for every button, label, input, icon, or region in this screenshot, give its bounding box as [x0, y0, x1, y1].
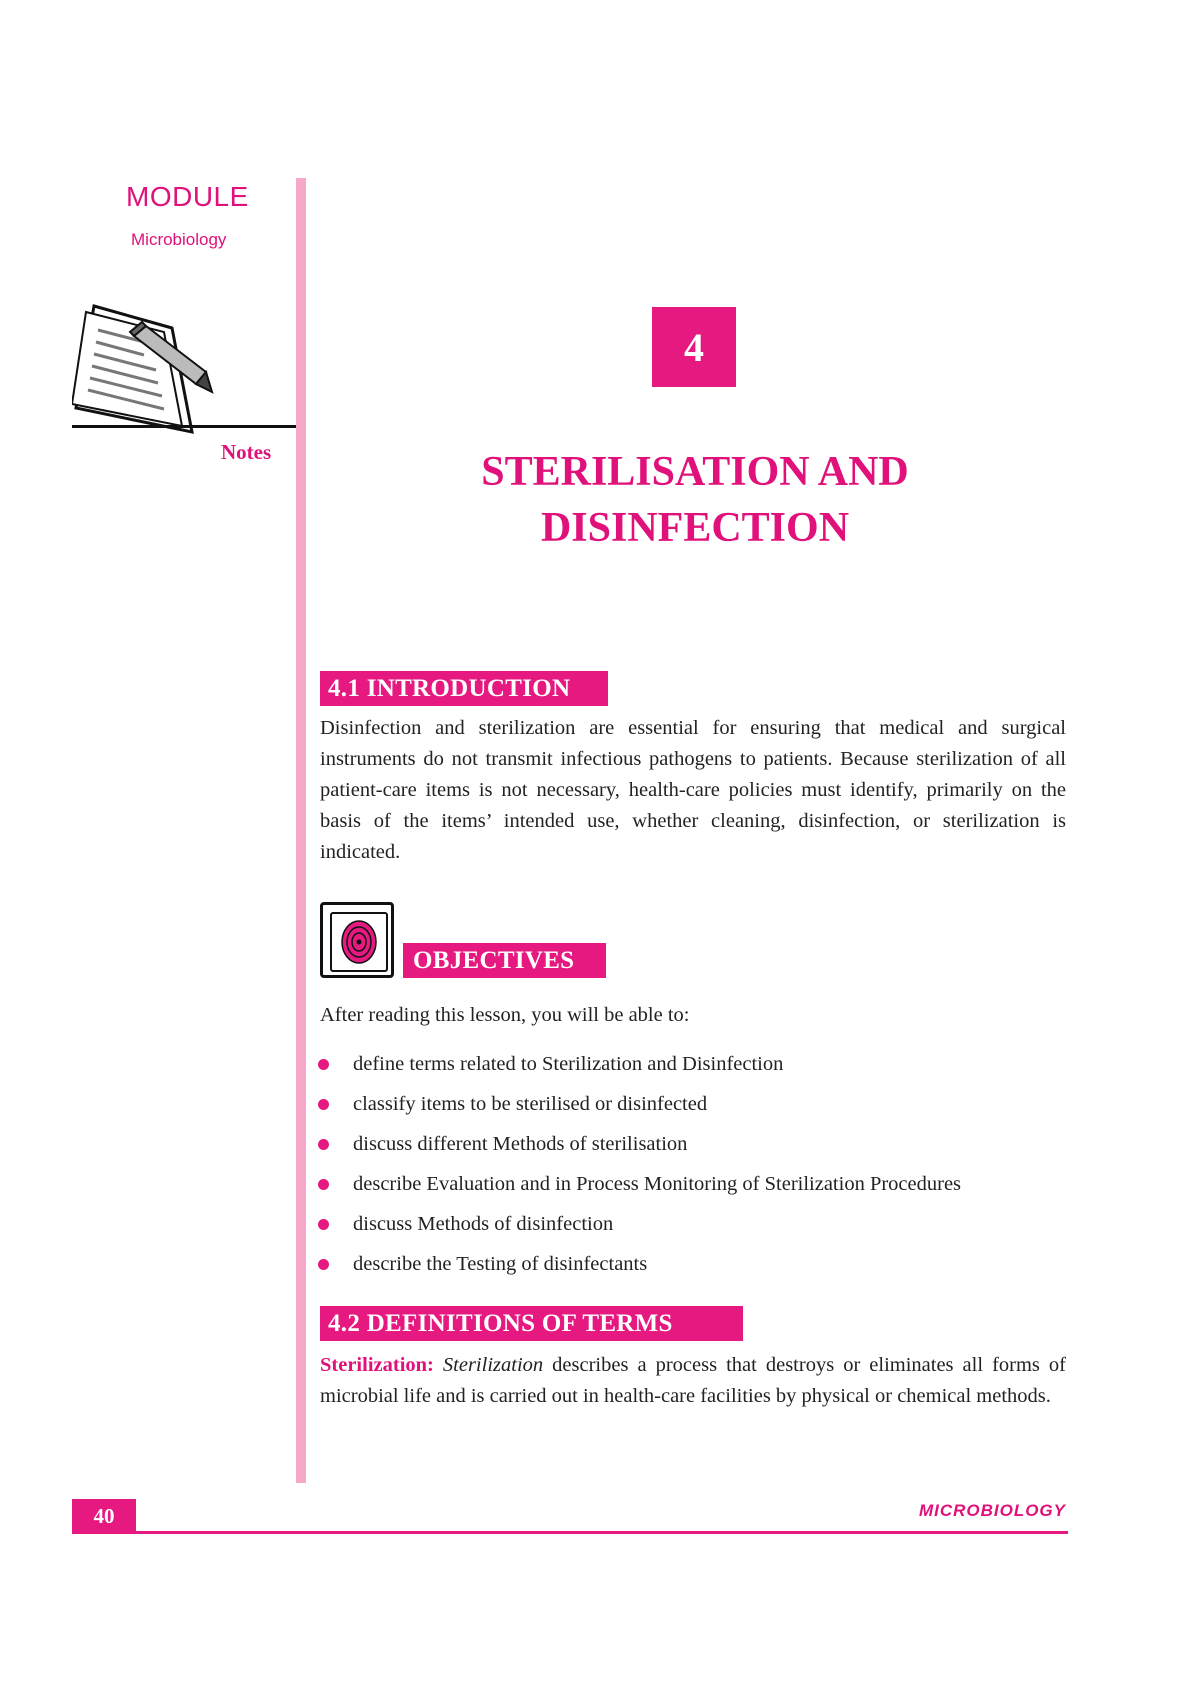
module-subtitle: Microbiology	[131, 230, 227, 249]
bullet-icon	[318, 1099, 329, 1110]
list-item: discuss different Methods of sterilisation	[318, 1124, 1078, 1164]
module-title: MODULE	[126, 181, 249, 212]
introduction-paragraph: Disinfection and sterilization are essential for ensuring that medical and surgical instruments do not transmit infectious pathogens to patients. Because sterilization of all patient-care items is not necessary, health-care policies must identify, primarily on the basis of the items’ intended use, whether cleaning, disinfection, or sterilization is indicated.	[320, 717, 1066, 863]
definition-sterilization	[320, 1350, 1066, 1412]
bullet-icon	[318, 1219, 329, 1230]
margin-bar	[296, 178, 306, 1483]
bullet-icon	[318, 1139, 329, 1150]
objectives-list	[318, 1044, 1078, 1284]
bullet-icon	[318, 1259, 329, 1270]
chapter-number: 4	[652, 307, 736, 387]
definition-term: Sterilization:	[320, 1354, 434, 1376]
bullet-icon	[318, 1059, 329, 1070]
notes-icon	[72, 300, 222, 435]
section-heading-definitions: 4.2 DEFINITIONS OF TERMS	[320, 1306, 743, 1341]
objectives-intro: After reading this lesson, you will be able to:	[320, 1004, 690, 1026]
objectives-icon-frame	[320, 902, 394, 978]
bullet-icon	[318, 1179, 329, 1190]
list-item: define terms related to Sterilization and Disinfection	[318, 1044, 1078, 1084]
list-item: classify items to be sterilised or disinfected	[318, 1084, 1078, 1124]
chapter-title-line1: STERILISATION AND	[481, 449, 909, 495]
notes-divider	[72, 425, 297, 428]
footer-rule	[72, 1531, 1068, 1534]
notes-label: Notes	[221, 440, 272, 464]
definition-term-italic: Sterilization	[442, 1354, 544, 1376]
page-number: 40	[72, 1499, 136, 1533]
footer-subject: MICROBIOLOGY	[918, 1501, 1066, 1520]
objectives-icon	[330, 912, 388, 972]
list-item: describe Evaluation and in Process Monitoring of Sterilization Procedures	[318, 1164, 1078, 1204]
definition-text: describes a process that destroys or eliminates all forms of microbial life and is carried out in health-care facilities by physical or chemical methods.	[320, 1354, 1066, 1407]
section-heading-objectives: OBJECTIVES	[403, 943, 606, 978]
chapter-title	[430, 444, 960, 556]
section-heading-introduction: 4.1 INTRODUCTION	[320, 671, 608, 706]
list-item: describe the Testing of disinfectants	[318, 1244, 1078, 1284]
list-item: discuss Methods of disinfection	[318, 1204, 1078, 1244]
chapter-title-line2: DISINFECTION	[540, 505, 850, 551]
